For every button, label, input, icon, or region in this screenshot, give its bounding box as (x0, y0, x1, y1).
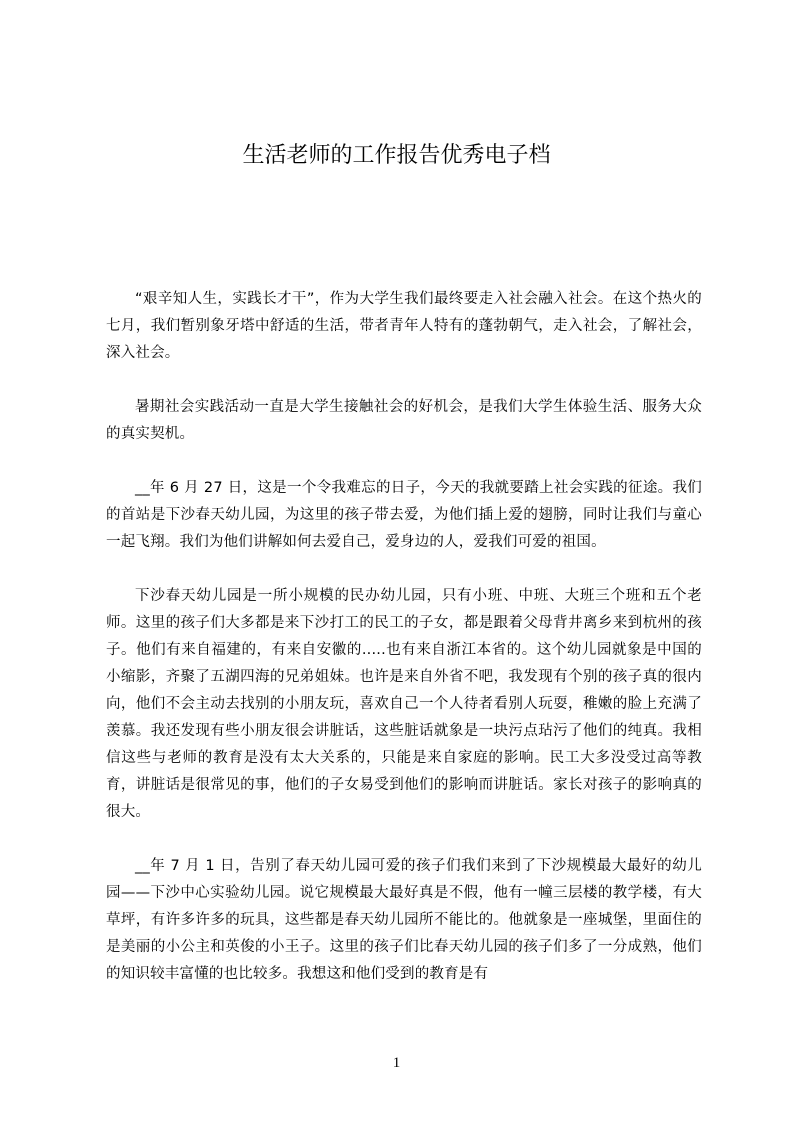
page-number: 1 (392, 1055, 401, 1071)
paragraph: 暑期社会实践活动一直是大学生接触社会的好机会，是我们大学生体验生活、服务大众的真实契机。 (106, 399, 702, 442)
paragraph: __年 7 月 1 日，告别了春天幼儿园可爱的孩子们我们来到了下沙规模最大最好的幼儿园——下沙中心实验幼儿园。说它规模最大最好真是不假，他有一幢三层楼的教学楼，有大草坪，有许多许多的玩具，这些都是春天幼儿园所不能比的。他就象是一座城堡，里面住的是美丽的小公主和英俊的小王子。这里的孩子们比春天幼儿园的孩子们多了一分成熟，他们的知识较丰富懂的也比较多。我想这和他们受到的教育是有 (106, 858, 702, 982)
paragraph: 下沙春天幼儿园是一所小规模的民办幼儿园，只有小班、中班、大班三个班和五个老师。这里的孩子们大多都是来下沙打工的民工的子女，都是跟着父母背井离乡来到杭州的孩子。他们有来自福建的，有来自安徽的.....也有来自浙江本省的。这个幼儿园就象是中国的小缩影，齐聚了五湖四海的兄弟姐妹。也许是来自外省不吧，我发现有个别的孩子真的很内向，他们不会主动去找别的小朋友玩，喜欢自己一个人待者看别人玩耍，稚嫩的脸上充满了羡慕。我还发现有些小朋友很会讲脏话，这些脏话就象是一块污点玷污了他们的纯真。我相信这些与老师的教育是没有太大关系的，只能是来自家庭的影响。民工大多没受过高等教育，讲脏话是很常见的事，他们的子女易受到他们的影响而讲脏话。家长对孩子的影响真的很大。 (106, 588, 702, 820)
document-title: 生活老师的工作报告优秀电子档 (242, 143, 551, 168)
paragraph: __年 6 月 27 日，这是一个令我难忘的日子，今天的我就要踏上社会实践的征途。我们的首站是下沙春天幼儿园，为这里的孩子带去爱，为他们插上爱的翅膀，同时让我们与童心一起飞翔。我们为他们讲解如何去爱自己，爱身边的人，爱我们可爱的祖国。 (106, 480, 702, 550)
paragraph: “艰辛知人生，实践长才干”，作为大学生我们最终要走入社会融入社会。在这个热火的七月，我们暂别象牙塔中舒适的生活，带者青年人特有的蓬勃朝气，走入社会，了解社会，深入社会。 (106, 291, 702, 361)
document-body (106, 286, 702, 1015)
